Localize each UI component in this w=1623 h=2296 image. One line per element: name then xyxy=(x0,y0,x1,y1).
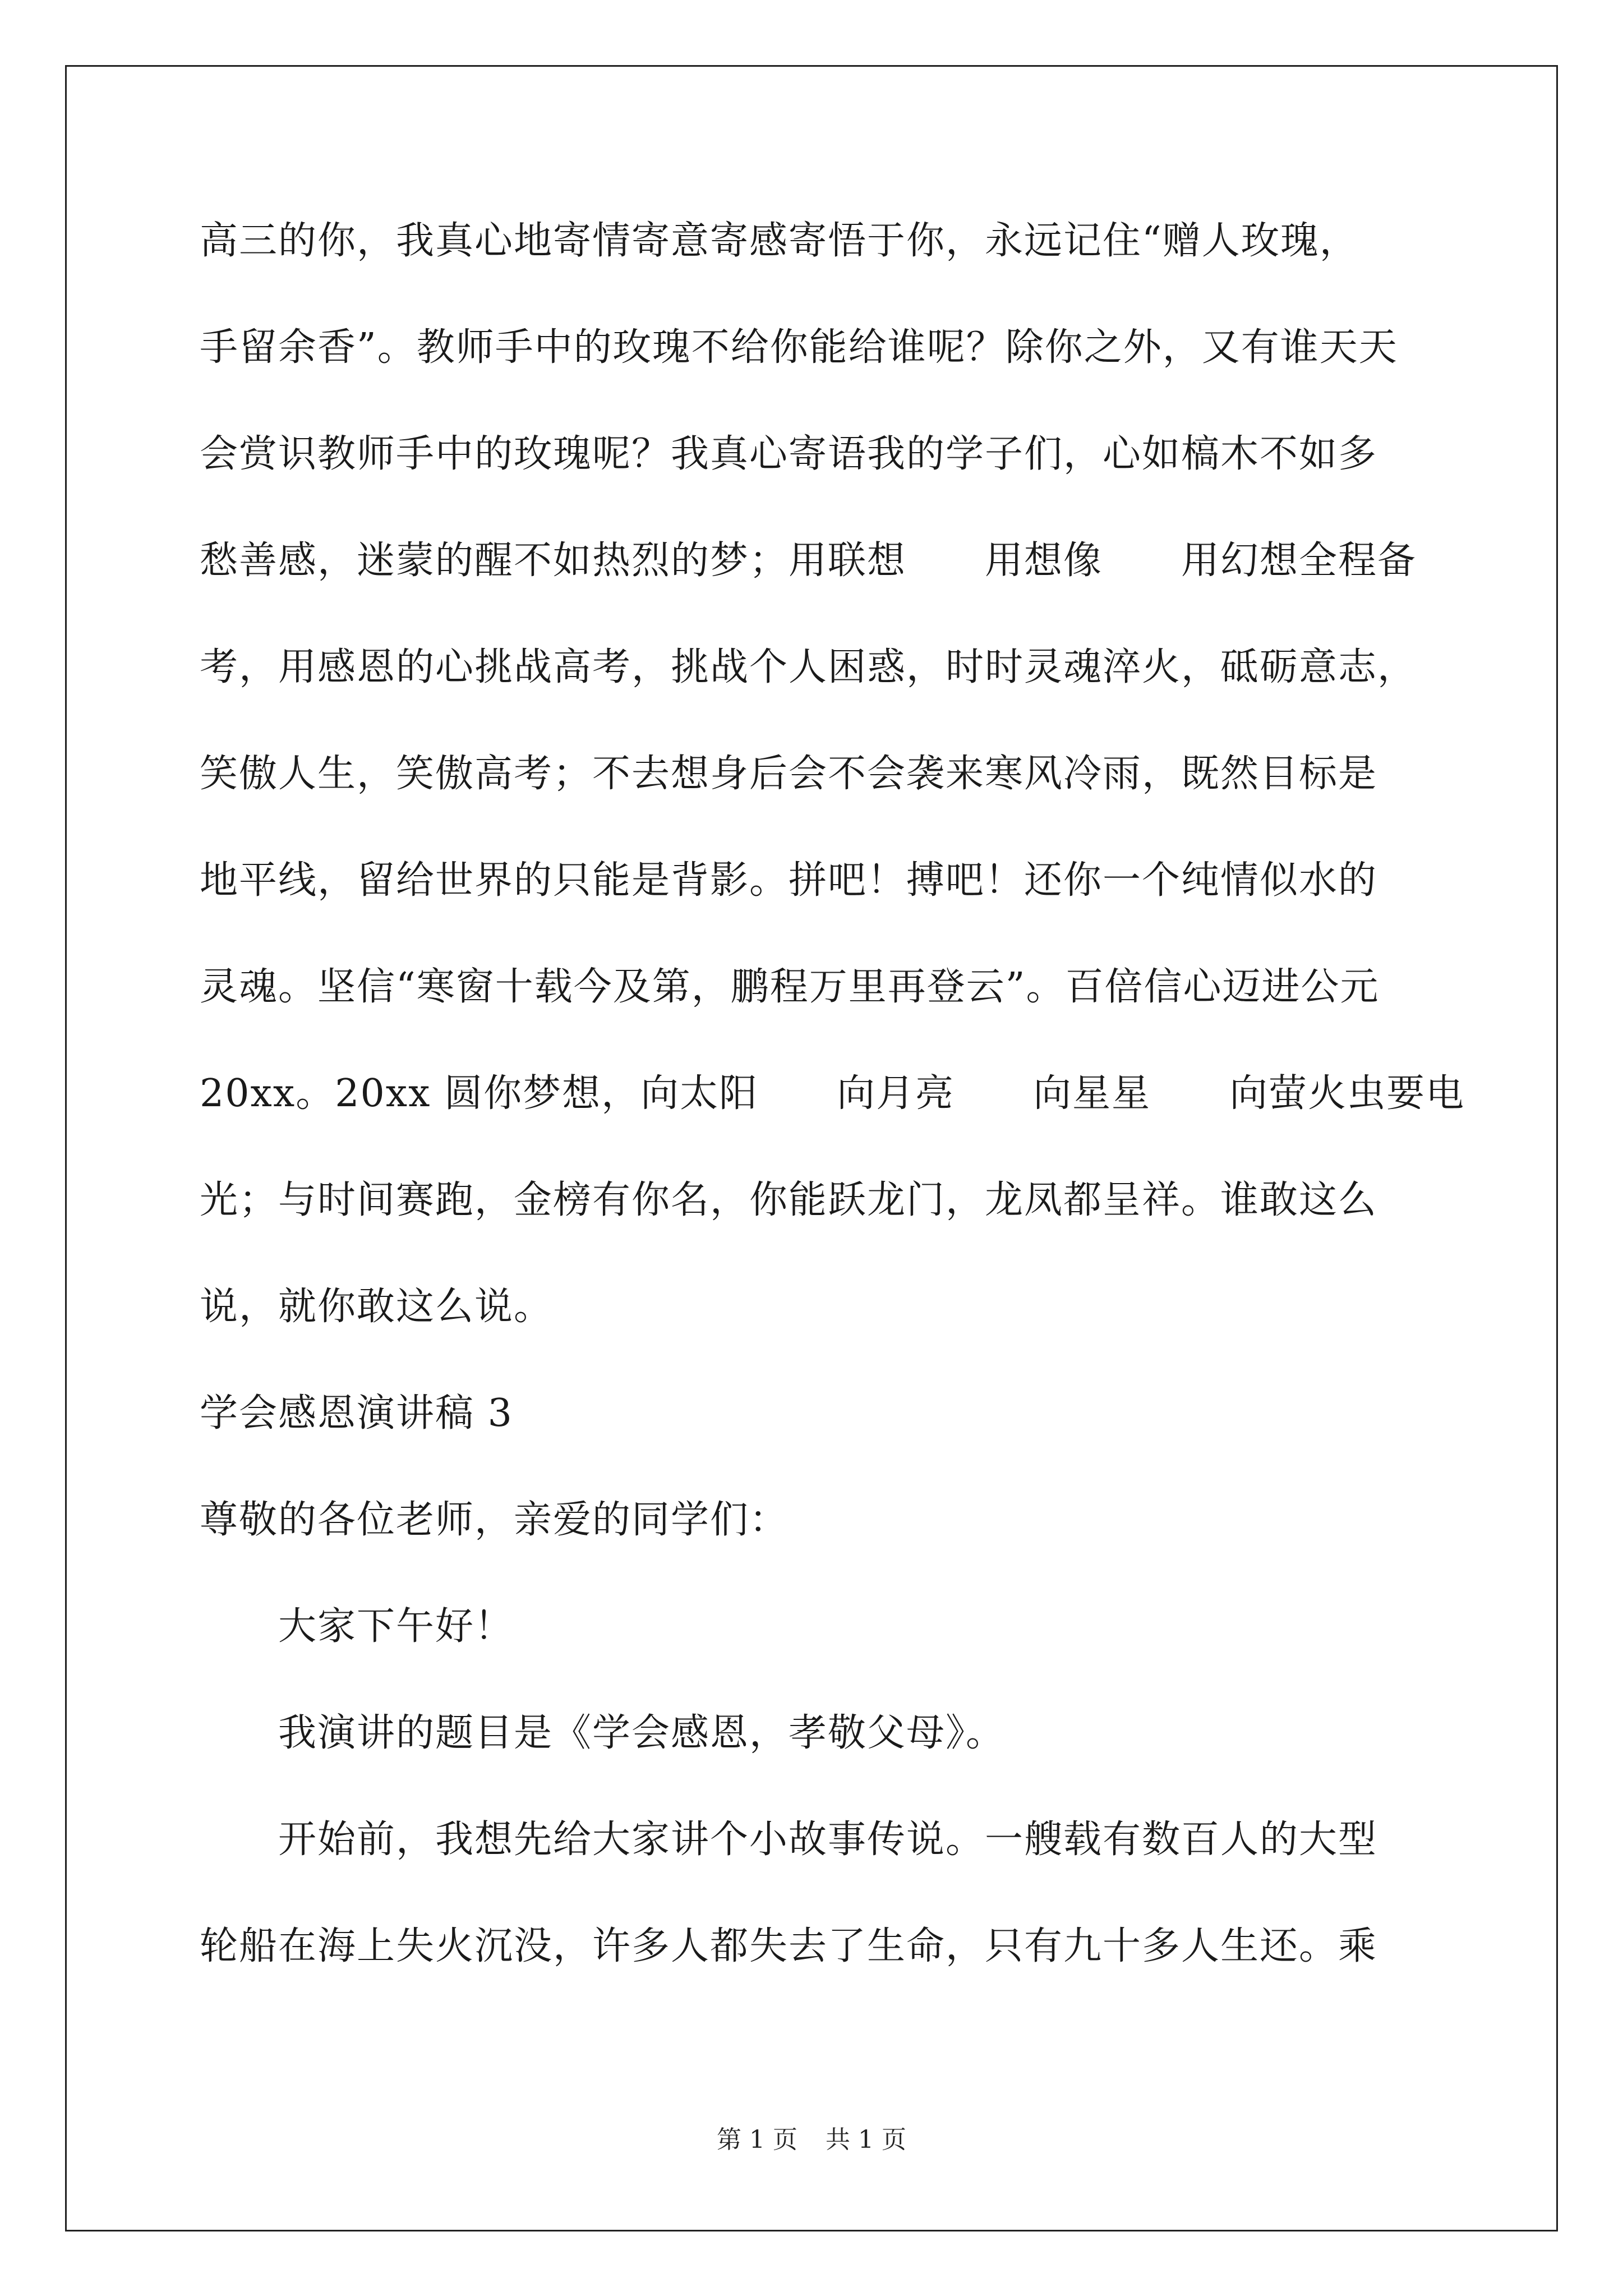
story-line: 轮船在海上失火沉没，许多人都失去了生命，只有九十多人生还。乘 xyxy=(200,1924,1378,1968)
body-line: 说，就你敢这么说。 xyxy=(200,1285,554,1329)
page-number: 第 1 页 xyxy=(717,2125,797,2154)
body-line: 考，用感恩的心挑战高考，挑战个人困惑，时时灵魂淬火，砥砺意志， xyxy=(200,645,1417,689)
salutation: 尊敬的各位老师，亲爱的同学们： xyxy=(200,1498,789,1542)
body-line: 地平线，留给世界的只能是背影。拼吧！搏吧！还你一个纯情似水的 xyxy=(200,858,1378,903)
body-line: 会赏识教师手中的玫瑰呢？我真心寄语我的学子们，心如槁木不如多 xyxy=(200,432,1378,476)
body-line: 20xx。20xx 圆你梦想，向太阳 向月亮 向星星 向萤火虫要电 xyxy=(200,1071,1465,1116)
page-footer xyxy=(0,2123,1623,2157)
body-line: 愁善感，迷蒙的醒不如热烈的梦；用联想 用想像 用幻想全程备 xyxy=(200,539,1417,583)
body-line: 光；与时间赛跑，金榜有你名，你能跃龙门，龙凤都呈祥。谁敢这么 xyxy=(200,1178,1378,1222)
story-line: 开始前，我想先给大家讲个小故事传说。一艘载有数百人的大型 xyxy=(278,1818,1378,1862)
greeting: 大家下午好！ xyxy=(278,1604,514,1649)
section-title: 学会感恩演讲稿 3 xyxy=(200,1391,513,1435)
body-line: 笑傲人生，笑傲高考；不去想身后会不会袭来寒风冷雨，既然目标是 xyxy=(200,752,1378,796)
page-border xyxy=(65,65,1558,2231)
page-total: 共 1 页 xyxy=(826,2125,906,2154)
body-line: 手留余香”。教师手中的玫瑰不给你能给谁呢？除你之外，又有谁天天 xyxy=(200,325,1398,370)
speech-topic: 我演讲的题目是《学会感恩，孝敬父母》。 xyxy=(278,1711,1006,1755)
body-line: 灵魂。坚信“寒窗十载今及第，鹏程万里再登云”。百倍信心迈进公元 xyxy=(200,965,1380,1009)
body-line: 高三的你，我真心地寄情寄意寄感寄悟于你，永远记住“赠人玫瑰， xyxy=(200,219,1359,263)
